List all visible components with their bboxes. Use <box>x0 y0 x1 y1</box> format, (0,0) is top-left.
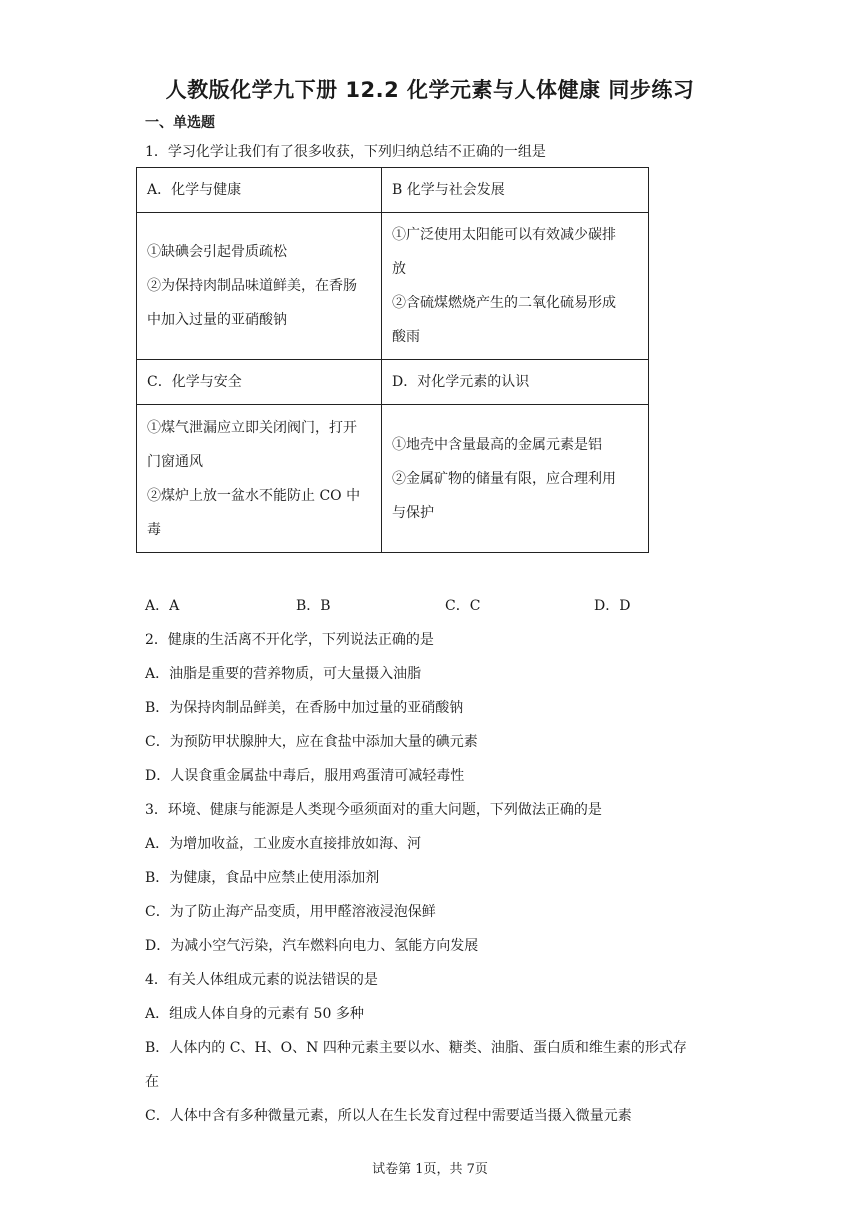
question-4-option-a: A．组成人体自身的元素有 50 多种 <box>145 1006 364 1022</box>
cell-d-line: ②金属矿物的储量有限，应合理利用 <box>392 470 616 487</box>
question-2-stem: 2．健康的生活离不开化学，下列说法正确的是 <box>145 632 434 648</box>
question-2-option-c: C．为预防甲状腺肿大，应在食盐中添加大量的碘元素 <box>145 734 478 750</box>
cell-a-line: ②为保持肉制品味道鲜美，在香肠 <box>147 278 357 294</box>
question-4-option-c: C．人体中含有多种微量元素，所以人在生长发育过程中需要适当摄入微量元素 <box>145 1108 632 1124</box>
cell-c-line: 门窗通风 <box>147 453 203 470</box>
cell-b-line: ②含硫煤燃烧产生的二氧化硫易形成 <box>392 295 616 311</box>
page-title: 人教版化学九下册 12.2 化学元素与人体健康 同步练习 <box>165 78 695 102</box>
cell-b-content <box>382 213 649 360</box>
question-2-option-b: B．为保持肉制品鲜美，在香肠中加过量的亚硝酸钠 <box>145 700 464 716</box>
cell-b-line: ①广泛使用太阳能可以有效减少碳排 <box>392 227 616 243</box>
question-1-option-d: D．D <box>594 598 631 614</box>
cell-c-line: 毒 <box>147 521 161 538</box>
cell-b-line: 酸雨 <box>392 329 420 345</box>
question-2-option-a: A．油脂是重要的营养物质，可大量摄入油脂 <box>145 666 422 682</box>
question-3-option-a: A．为增加收益，工业废水直接排放如海、河 <box>145 836 422 852</box>
question-1-option-b: B．B <box>296 598 331 614</box>
question-1-option-a: A．A <box>145 598 180 614</box>
question-4-option-b: B．人体内的 C、H、O、N 四种元素主要以水、糖类、油脂、蛋白质和维生素的形式存 <box>145 1040 687 1056</box>
cell-a-line: ①缺碘会引起骨质疏松 <box>147 244 287 260</box>
section-heading: 一、单选题 <box>145 115 215 131</box>
cell-c-content <box>137 405 382 553</box>
question-3-stem: 3．环境、健康与能源是人类现今亟须面对的重大问题，下列做法正确的是 <box>145 802 602 818</box>
cell-c-line: ②煤炉上放一盆水不能防止 CO 中 <box>147 487 361 504</box>
cell-d-line: ①地壳中含量最高的金属元素是铝 <box>392 436 602 453</box>
cell-c-line: ①煤气泄漏应立即关闭阀门，打开 <box>147 419 357 436</box>
cell-b-heading: B 化学与社会发展 <box>382 168 649 213</box>
question-3-option-c: C．为了防止海产品变质，用甲醛溶液浸泡保鲜 <box>145 904 436 920</box>
cell-d-content <box>382 405 649 553</box>
question-1-option-c: C．C <box>445 598 481 614</box>
question-3-option-b: B．为健康，食品中应禁止使用添加剂 <box>145 870 380 886</box>
cell-a-heading: A．化学与健康 <box>137 168 382 213</box>
cell-b-line: 放 <box>392 261 406 277</box>
cell-d-line: 与保护 <box>392 504 434 521</box>
question-2-option-d: D．人误食重金属盐中毒后，服用鸡蛋清可减轻毒性 <box>145 768 465 784</box>
question-4-option-b-continued: 在 <box>145 1074 159 1090</box>
cell-d-heading: D．对化学元素的认识 <box>382 360 649 405</box>
cell-c-heading: C．化学与安全 <box>137 360 382 405</box>
cell-a-line: 中加入过量的亚硝酸钠 <box>147 312 287 328</box>
cell-a-content <box>137 213 382 360</box>
question-1-stem: 1．学习化学让我们有了很多收获，下列归纳总结不正确的一组是 <box>145 144 546 160</box>
question-1-table <box>136 167 649 553</box>
question-4-stem: 4．有关人体组成元素的说法错误的是 <box>145 972 378 988</box>
question-3-option-d: D．为减小空气污染，汽车燃料向电力、氢能方向发展 <box>145 938 479 954</box>
page-footer: 试卷第 1页，共 7页 <box>372 1162 488 1177</box>
